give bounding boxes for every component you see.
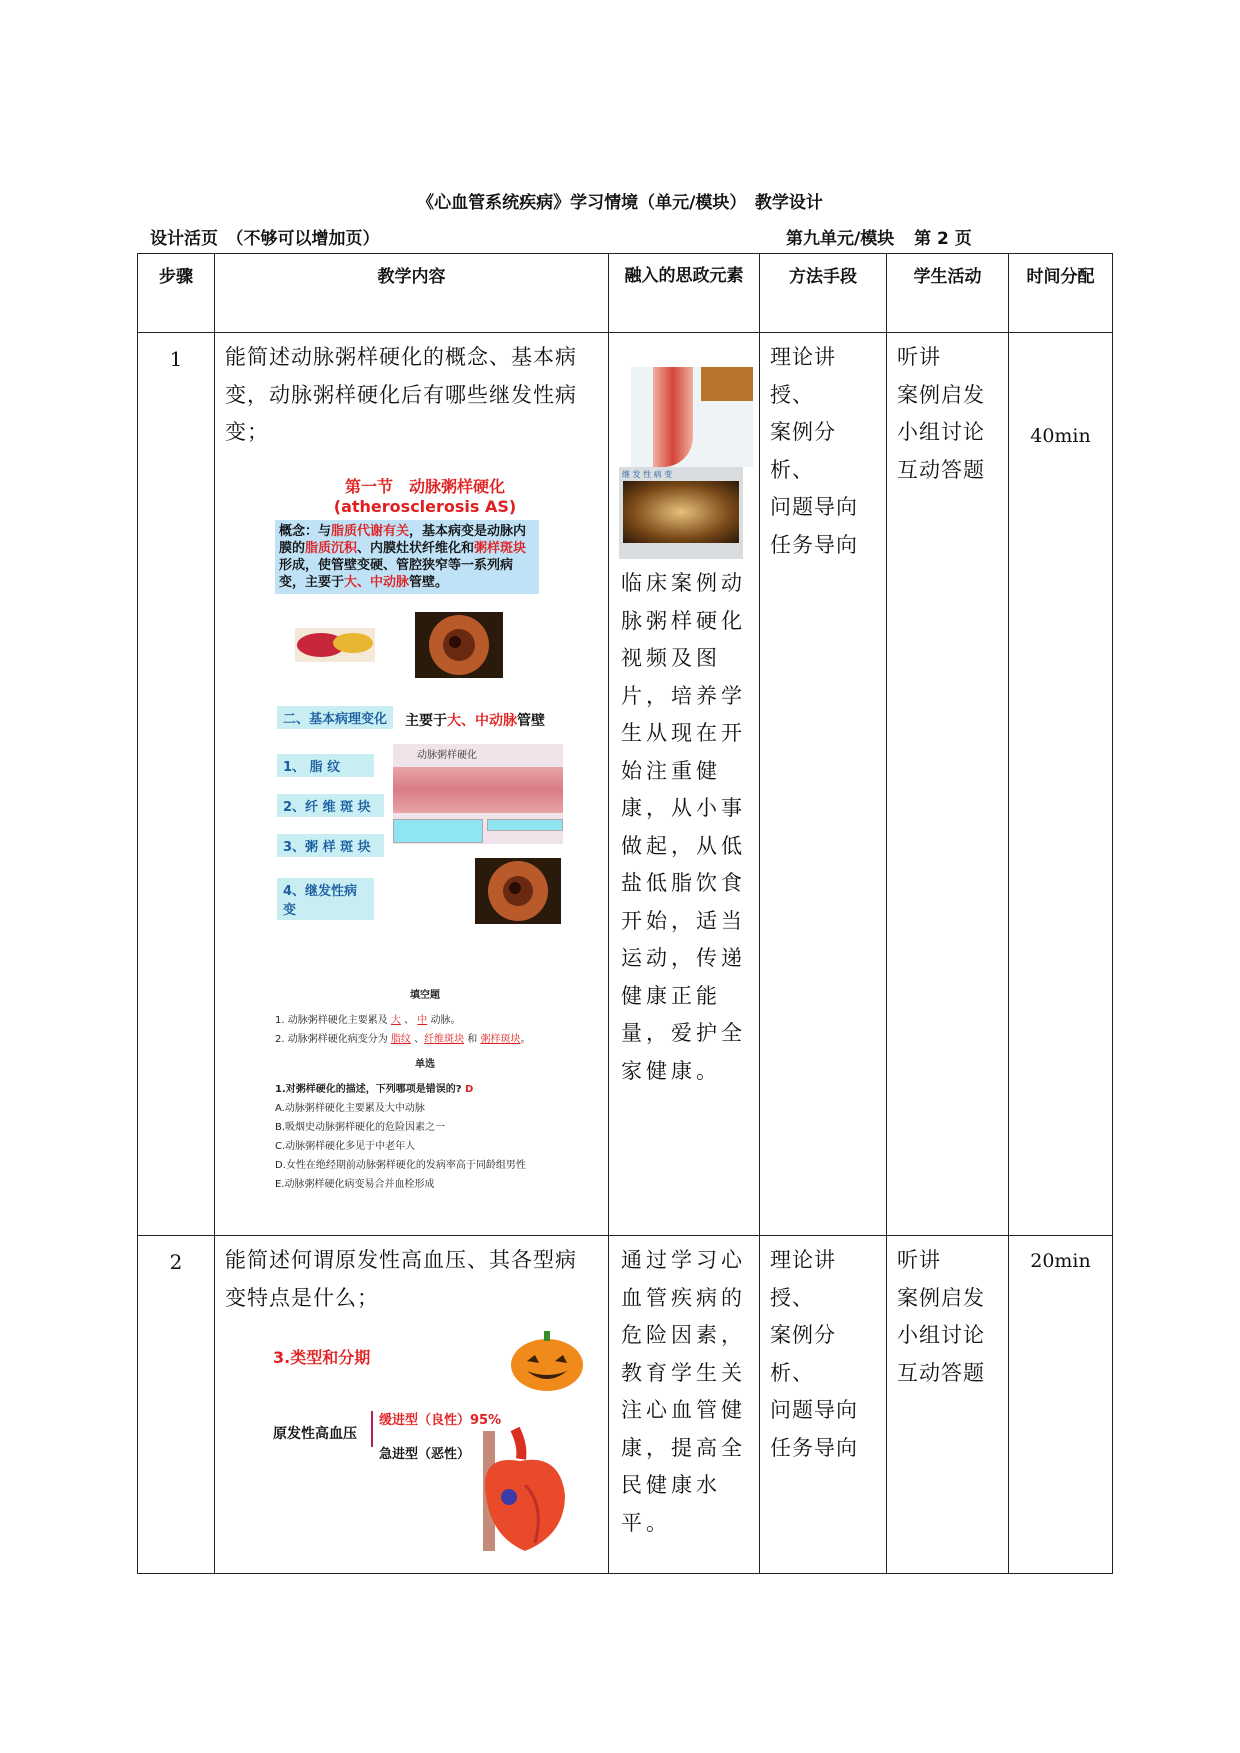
artery-plaque-image bbox=[295, 618, 375, 674]
activity-item: 听讲 bbox=[897, 345, 941, 369]
lesion-item: 3、粥 样 斑 块 bbox=[277, 834, 384, 857]
activity-item: 案例启发 bbox=[897, 382, 985, 407]
table-header-row bbox=[138, 254, 1113, 333]
activity-item: 小组讨论 bbox=[897, 420, 985, 444]
heart-icon bbox=[465, 1425, 575, 1555]
content-cell bbox=[215, 333, 609, 1236]
methods-cell bbox=[760, 1236, 887, 1574]
activity-item: 互动答题 bbox=[897, 1360, 985, 1385]
lesion-item: 2、纤 维 斑 块 bbox=[277, 794, 384, 817]
method-item: 问题导向 bbox=[770, 495, 858, 519]
header-content: 教学内容 bbox=[215, 254, 609, 333]
table-row bbox=[138, 1236, 1113, 1574]
activity-item: 听讲 bbox=[897, 1248, 941, 1272]
endoscopy-image-2 bbox=[475, 858, 561, 924]
header-methods: 方法手段 bbox=[760, 254, 887, 333]
mc-option: D.女性在绝经期前动脉粥样硬化的发病率高于同龄组男性 bbox=[275, 1159, 526, 1171]
step-number: 2 bbox=[138, 1236, 215, 1574]
content-text: 能简述何谓原发性高血压、其各型病变特点是什么； bbox=[225, 1248, 577, 1310]
slow-type-label: 缓进型（良性）95% bbox=[379, 1413, 502, 1428]
slide-title: 3.类型和分期 bbox=[273, 1348, 371, 1367]
mc-question: 1.对粥样硬化的描述，下列哪项是错误的? D bbox=[275, 1083, 474, 1095]
subtitle-left: 设计活页 （不够可以增加页） bbox=[150, 229, 380, 249]
activity-item: 案例启发 bbox=[897, 1285, 985, 1310]
methods-cell bbox=[760, 333, 887, 1236]
table-row bbox=[138, 333, 1113, 1236]
activity-item: 小组讨论 bbox=[897, 1323, 985, 1347]
primary-hypertension-label: 原发性高血压 bbox=[273, 1426, 357, 1442]
method-item: 理论讲授、 bbox=[770, 345, 836, 407]
method-item: 案例分析、 bbox=[770, 1323, 836, 1385]
lesion-item: 1、 脂 纹 bbox=[277, 754, 374, 777]
slide-pathology bbox=[275, 706, 575, 936]
header-time: 时间分配 bbox=[1009, 254, 1113, 333]
lesson-table bbox=[137, 253, 1113, 1574]
slide-subtitle: (atherosclerosis AS) bbox=[333, 496, 517, 516]
ideology-text: 通过学习心血管疾病的危险因素，教育学生关注心血管健康，提高全民健康水平。 bbox=[621, 1248, 746, 1535]
fill-question-2: 2. 动脉粥样硬化病变分为 脂纹 、纤维斑块 和 粥样斑块。 bbox=[275, 1033, 531, 1045]
header-ideology: 融入的思政元素 bbox=[609, 254, 760, 333]
document-title: 《心血管系统疾病》学习情境（单元/模块） 教学设计 bbox=[417, 193, 823, 213]
method-item: 问题导向 bbox=[770, 1398, 858, 1422]
slide-hypertension bbox=[265, 1327, 585, 1557]
single-title: 单选 bbox=[415, 1058, 435, 1070]
method-item: 任务导向 bbox=[770, 532, 858, 557]
page-label: 第 2 页 bbox=[914, 229, 972, 249]
content-text: 能简述动脉粥样硬化的概念、基本病变，动脉粥样硬化后有哪些继发性病变； bbox=[225, 345, 577, 444]
mc-option: E.动脉粥样硬化病变易合并血栓形成 bbox=[275, 1178, 435, 1190]
header-activities: 学生活动 bbox=[887, 254, 1009, 333]
activities-cell bbox=[887, 1236, 1009, 1574]
content-cell bbox=[215, 1236, 609, 1574]
ideology-cell bbox=[609, 1236, 760, 1574]
ideology-cell bbox=[609, 333, 760, 1236]
fill-question-1: 1. 动脉粥样硬化主要累及 大 、 中 动脉。 bbox=[275, 1014, 461, 1026]
fill-title: 填空题 bbox=[410, 989, 440, 1001]
method-item: 理论讲授、 bbox=[770, 1248, 836, 1310]
slide-atherosclerosis bbox=[275, 474, 575, 684]
method-item: 案例分析、 bbox=[770, 420, 836, 482]
artery-wall-image bbox=[631, 367, 753, 467]
artery-images bbox=[275, 604, 575, 684]
vessel-diagram bbox=[393, 744, 563, 844]
unit-label: 第九单元/模块 bbox=[786, 229, 895, 249]
quiz-block bbox=[275, 986, 575, 1194]
activity-item: 互动答题 bbox=[897, 457, 985, 482]
slide-title: 第一节 动脉粥样硬化 bbox=[344, 476, 505, 496]
concept-box: 概念：与脂质代谢有关，基本病变是动脉内膜的脂质沉积、内膜灶状纤维化和粥样斑块形成，使管壁变硬、管腔狭窄等一系列病变，主要于大、中动脉管壁。 bbox=[275, 520, 539, 594]
endoscopy-image bbox=[415, 612, 503, 678]
secondary-lesion-image bbox=[619, 467, 743, 559]
step-number: 1 bbox=[138, 333, 215, 1236]
header-step: 步骤 bbox=[138, 254, 215, 333]
time-cell: 20min bbox=[1009, 1236, 1113, 1574]
activities-cell bbox=[887, 333, 1009, 1236]
diagram-label: 动脉粥样硬化 bbox=[417, 749, 477, 761]
mc-option: A.动脉粥样硬化主要累及大中动脉 bbox=[275, 1102, 425, 1114]
lesion-item: 4、继发性病变 bbox=[277, 878, 374, 920]
pumpkin-icon bbox=[509, 1327, 585, 1393]
image-caption: 继 发 性 病 变 bbox=[622, 470, 673, 479]
method-item: 任务导向 bbox=[770, 1435, 858, 1460]
ideology-text: 临床案例动脉粥样硬化视频及图片，培养学生从现在开始注重健康，从小事做起，从低盐低脂饮食开始，适当运动，传递健康正能量，爱护全家健康。 bbox=[621, 571, 746, 1083]
main-location: 主要于大、中动脉管壁 bbox=[405, 712, 545, 729]
fast-type-label: 急进型（恶性） bbox=[379, 1447, 471, 1462]
mc-option: C.动脉粥样硬化多见于中老年人 bbox=[275, 1140, 416, 1152]
mc-option: B.吸烟史动脉粥样硬化的危险因素之一 bbox=[275, 1121, 446, 1133]
subtitle-right bbox=[786, 224, 986, 249]
section-label: 二、基本病理变化 bbox=[277, 706, 393, 729]
time-cell: 40min bbox=[1009, 333, 1113, 1236]
